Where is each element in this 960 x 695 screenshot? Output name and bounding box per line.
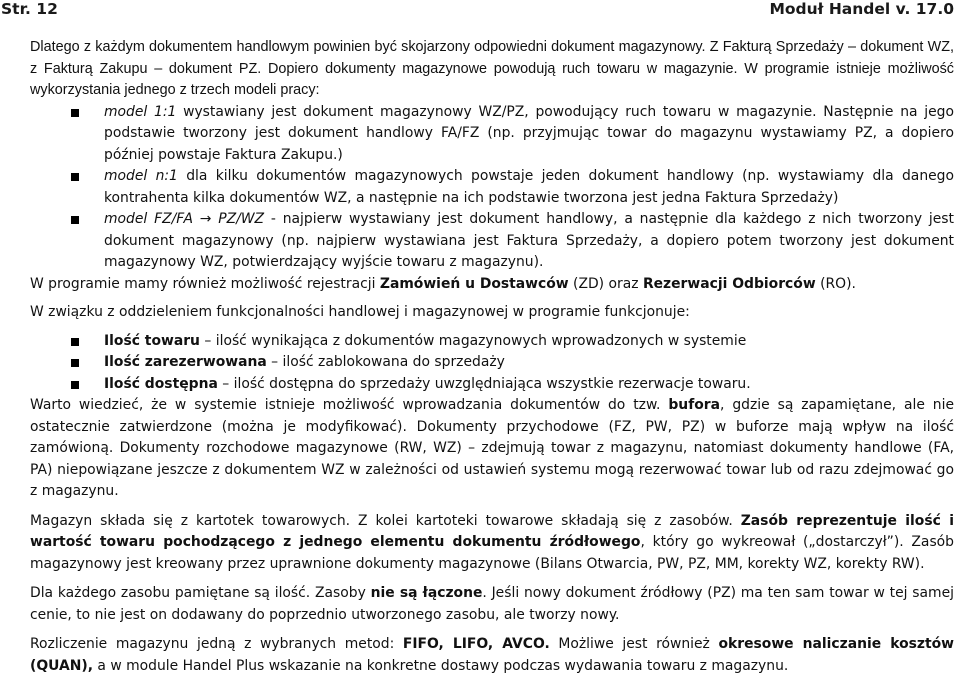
merge-paragraph: Dla każdego zasobu pamiętane są ilość. Zasoby nie są łączone. Jeśli nowy dokument źródłowy (PZ) ma ten sam towar w tej samej cenie, to nie jest on dodawany do poprzednio utworzonego zasobu, ale tworzy nowy. [30, 585, 954, 623]
settlement-paragraph: Rozliczenie magazynu jedną z wybranych metod: FIFO, LIFO, AVCO. Możliwe jest również okresowe naliczanie kosztów (QUAN), a w module Handel Plus wskazanie na konkretne dostawy podczas wydawania towaru z magazynu. [30, 636, 955, 674]
page-number: Str. 12 [1, 0, 58, 18]
bullet-icon [71, 381, 79, 389]
quantity-description: – ilość zablokowana do sprzedaży [266, 354, 505, 370]
buffer-paragraph: Warto wiedzieć, że w systemie istnieje możliwość wprowadzania dokumentów do tzw. bufora, gdzie są zapamiętane, ale nie ostatecznie zatwierdzone (można je modyfikować). Dokumenty przychodowe (FZ, PW, PZ) w buforze mają wpływ na ilość zamówioną. Dokumenty rozchodowe magazynowe (RW, WZ) – zdejmują towar z magazynu, natomiast dokumenty handlowe (FA, PA) niepowiązane jeszcze z dokumentem WZ w zależności od ustawień systemu mogą rezerwować towar lub od razu zdejmować go z magazynu. [30, 397, 954, 499]
quantity-term: Ilość towaru [104, 332, 200, 349]
list-item [30, 352, 954, 374]
settlement-methods: FIFO, LIFO, AVCO. [402, 636, 550, 652]
bullet-icon [71, 338, 79, 346]
model-name-target: PZ/WZ [218, 211, 265, 227]
intro-paragraph: Dlatego z każdym dokumentem handlowym powinien być skojarzony odpowiedni dokument magazynowy. Z Fakturą Sprzedaży – dokument WZ, z Fakturą Zakupu – dokument PZ. Dopiero dokumenty magazynowe powodują ruch towaru w magazynie. W programie istnieje możliwość wykorzystania jednego z trzech modeli pracy: [30, 39, 954, 98]
bullet-icon [71, 173, 79, 181]
arrow-icon: → [199, 211, 212, 227]
functional-paragraph: W związku z oddzieleniem funkcjonalności handlowej i magazynowej w programie funkcjonuje: [30, 304, 690, 320]
model-name: model n:1 [104, 168, 178, 184]
model-description: wystawiany jest dokument magazynowy WZ/PZ, powodujący ruch towaru w magazynie. Następnie na jego podstawie tworzony jest dokument handlowy FA/FZ (np. przyjmując towar do magazynu wystawiamy PZ, a dopiero później powstaje Faktura Zakupu.) [104, 103, 954, 163]
bullet-icon [71, 216, 79, 224]
stock-definition: Zasób reprezentuje ilość i wartość towaru pochodzącego z jednego elementu dokumentu źródłowego [30, 512, 954, 550]
quantities-list [30, 331, 954, 396]
quantity-term: Ilość dostępna [104, 375, 218, 392]
model-name: model 1:1 [104, 103, 177, 120]
quantity-description: – ilość dostępna do sprzedaży uwzględniająca wszystkie rezerwacje towaru. [217, 375, 751, 392]
list-item [30, 331, 954, 353]
model-name: model FZ/FA [104, 211, 193, 227]
work-models-list [30, 102, 954, 274]
list-item [30, 374, 954, 396]
customer-reservations-term: Rezerwacji Odbiorców [642, 275, 816, 292]
bullet-icon [71, 109, 79, 117]
buffer-term: bufora [668, 397, 721, 413]
supplier-orders-term: Zamówień u Dostawców [379, 275, 569, 292]
list-item [30, 209, 954, 274]
quantity-description: – ilość wynikająca z dokumentów magazynowych wprowadzonych w systemie [199, 332, 747, 349]
not-merged-term: nie są łączone [370, 585, 483, 601]
model-description: - najpierw wystawiany jest dokument handlowy, a następnie dla każdego z nich tworzony jest dokument magazynowy (np. najpierw wystawiana jest Faktura Sprzedaży, a dopiero potem tworzony jest dokument magazynowy WZ, potwierdzający wyjście towaru z magazynu). [104, 211, 954, 270]
document-body [30, 37, 954, 677]
quantity-term: Ilość zarezerwowana [104, 354, 267, 370]
orders-paragraph: W programie mamy również możliwość rejestracji Zamówień u Dostawców (ZD) oraz Rezerwacji Odbiorców (RO). [30, 275, 856, 292]
list-item [30, 102, 954, 167]
page-header [0, 0, 960, 20]
bullet-icon [71, 359, 79, 367]
periodic-costs-term: okresowe naliczanie kosztów (QUAN), [30, 636, 955, 674]
stock-paragraph: Magazyn składa się z kartotek towarowych. Z kolei kartoteki towarowe składają się z zasobów. Zasób reprezentuje ilość i wartość towaru pochodzącego z jednego elementu dokumentu źródłowego, który go wykreował („dostarczył”). Zasób magazynowy jest kreowany przez uprawnione dokumenty magazynowe (Bilans Otwarcia, PW, PZ, MM, korekty WZ, korekty RW). [30, 512, 954, 572]
module-title: Moduł Handel v. 17.0 [769, 0, 954, 18]
list-item [30, 166, 954, 209]
model-description: dla kilku dokumentów magazynowych powstaje jeden dokument handlowy (np. wystawiamy dla danego kontrahenta kilka dokumentów WZ, a następnie na ich podstawie tworzona jest jedna Faktura Sprzedaży) [104, 168, 954, 206]
